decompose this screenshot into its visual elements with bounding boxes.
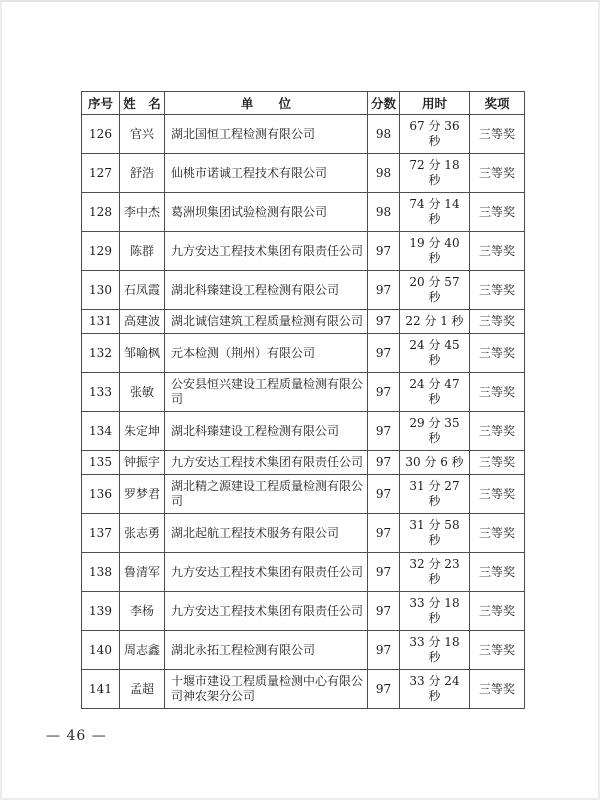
table-row	[82, 193, 525, 232]
cell-award: 三等奖	[470, 115, 525, 154]
cell-serial-number: 129	[82, 232, 120, 271]
cell-award: 三等奖	[470, 232, 525, 271]
cell-score: 97	[368, 670, 400, 709]
cell-name: 李杨	[120, 592, 165, 631]
cell-unit: 九方安达工程技术集团有限责任公司	[165, 592, 368, 631]
cell-score: 98	[368, 193, 400, 232]
cell-score: 97	[368, 271, 400, 310]
cell-score: 97	[368, 514, 400, 553]
cell-time-used: 20 分 57 秒	[400, 271, 470, 310]
cell-time-used: 24 分 45 秒	[400, 334, 470, 373]
cell-award: 三等奖	[470, 271, 525, 310]
cell-unit: 湖北国恒工程检测有限公司	[165, 115, 368, 154]
cell-unit: 元本检测（荆州）有限公司	[165, 334, 368, 373]
cell-name: 陈群	[120, 232, 165, 271]
cell-serial-number: 132	[82, 334, 120, 373]
cell-award: 三等奖	[470, 154, 525, 193]
cell-name: 石凤霞	[120, 271, 165, 310]
cell-unit: 仙桃市诺诚工程技术有限公司	[165, 154, 368, 193]
cell-serial-number: 141	[82, 670, 120, 709]
cell-unit: 湖北科臻建设工程检测有限公司	[165, 271, 368, 310]
header-serial-number: 序号	[82, 92, 120, 115]
cell-score: 97	[368, 475, 400, 514]
cell-name: 官兴	[120, 115, 165, 154]
table-row	[82, 514, 525, 553]
table-row	[82, 154, 525, 193]
table-row	[82, 475, 525, 514]
table-row	[82, 451, 525, 475]
header-name: 姓 名	[120, 92, 165, 115]
cell-time-used: 33 分 18 秒	[400, 592, 470, 631]
table-row	[82, 412, 525, 451]
cell-score: 97	[368, 553, 400, 592]
cell-time-used: 67 分 36 秒	[400, 115, 470, 154]
table-body	[82, 115, 525, 709]
cell-award: 三等奖	[470, 670, 525, 709]
table-row	[82, 631, 525, 670]
cell-serial-number: 140	[82, 631, 120, 670]
cell-unit: 十堰市建设工程质量检测中心有限公司神农架分公司	[165, 670, 368, 709]
table-row	[82, 310, 525, 334]
cell-name: 张敏	[120, 373, 165, 412]
cell-award: 三等奖	[470, 373, 525, 412]
cell-time-used: 32 分 23 秒	[400, 553, 470, 592]
cell-score: 97	[368, 631, 400, 670]
cell-name: 舒浩	[120, 154, 165, 193]
cell-serial-number: 130	[82, 271, 120, 310]
table-header	[82, 92, 525, 115]
cell-award: 三等奖	[470, 553, 525, 592]
cell-time-used: 33 分 24 秒	[400, 670, 470, 709]
table-header-row	[82, 92, 525, 115]
cell-unit: 九方安达工程技术集团有限责任公司	[165, 451, 368, 475]
cell-award: 三等奖	[470, 631, 525, 670]
cell-award: 三等奖	[470, 334, 525, 373]
cell-serial-number: 131	[82, 310, 120, 334]
header-award: 奖项	[470, 92, 525, 115]
cell-name: 张志勇	[120, 514, 165, 553]
header-time-used: 用时	[400, 92, 470, 115]
cell-score: 97	[368, 334, 400, 373]
cell-award: 三等奖	[470, 592, 525, 631]
table-row	[82, 271, 525, 310]
cell-unit: 葛洲坝集团试验检测有限公司	[165, 193, 368, 232]
cell-score: 97	[368, 310, 400, 334]
table-row	[82, 232, 525, 271]
cell-time-used: 30 分 6 秒	[400, 451, 470, 475]
cell-serial-number: 139	[82, 592, 120, 631]
cell-serial-number: 128	[82, 193, 120, 232]
cell-serial-number: 133	[82, 373, 120, 412]
cell-award: 三等奖	[470, 193, 525, 232]
cell-serial-number: 138	[82, 553, 120, 592]
cell-name: 鲁清军	[120, 553, 165, 592]
table-row	[82, 115, 525, 154]
cell-name: 邹喻枫	[120, 334, 165, 373]
cell-unit: 湖北精之源建设工程质量检测有限公司	[165, 475, 368, 514]
cell-unit: 九方安达工程技术集团有限责任公司	[165, 553, 368, 592]
table-row	[82, 334, 525, 373]
table-row	[82, 592, 525, 631]
cell-time-used: 31 分 27 秒	[400, 475, 470, 514]
cell-unit: 九方安达工程技术集团有限责任公司	[165, 232, 368, 271]
cell-serial-number: 135	[82, 451, 120, 475]
table-row	[82, 670, 525, 709]
header-score: 分数	[368, 92, 400, 115]
cell-award: 三等奖	[470, 514, 525, 553]
cell-time-used: 31 分 58 秒	[400, 514, 470, 553]
cell-unit: 湖北诚信建筑工程质量检测有限公司	[165, 310, 368, 334]
cell-time-used: 72 分 18 秒	[400, 154, 470, 193]
cell-score: 97	[368, 373, 400, 412]
cell-unit: 湖北起航工程技术服务有限公司	[165, 514, 368, 553]
page-number: — 46 —	[46, 728, 107, 744]
award-results-table	[81, 91, 525, 709]
cell-name: 李中杰	[120, 193, 165, 232]
cell-serial-number: 127	[82, 154, 120, 193]
cell-award: 三等奖	[470, 475, 525, 514]
cell-time-used: 24 分 47 秒	[400, 373, 470, 412]
cell-name: 钟振宇	[120, 451, 165, 475]
cell-score: 98	[368, 115, 400, 154]
cell-name: 周志鑫	[120, 631, 165, 670]
cell-award: 三等奖	[470, 310, 525, 334]
cell-name: 高建波	[120, 310, 165, 334]
table-row	[82, 373, 525, 412]
cell-time-used: 29 分 35 秒	[400, 412, 470, 451]
cell-score: 97	[368, 592, 400, 631]
cell-time-used: 19 分 40 秒	[400, 232, 470, 271]
cell-score: 97	[368, 451, 400, 475]
cell-score: 97	[368, 412, 400, 451]
cell-time-used: 33 分 18 秒	[400, 631, 470, 670]
table-row	[82, 553, 525, 592]
cell-time-used: 74 分 14 秒	[400, 193, 470, 232]
cell-serial-number: 134	[82, 412, 120, 451]
cell-unit: 湖北科臻建设工程检测有限公司	[165, 412, 368, 451]
cell-time-used: 22 分 1 秒	[400, 310, 470, 334]
cell-award: 三等奖	[470, 412, 525, 451]
header-unit: 单 位	[165, 92, 368, 115]
cell-name: 孟超	[120, 670, 165, 709]
cell-serial-number: 126	[82, 115, 120, 154]
cell-unit: 湖北永拓工程检测有限公司	[165, 631, 368, 670]
cell-name: 罗梦君	[120, 475, 165, 514]
cell-name: 朱定坤	[120, 412, 165, 451]
cell-serial-number: 136	[82, 475, 120, 514]
cell-unit: 公安县恒兴建设工程质量检测有限公司	[165, 373, 368, 412]
cell-score: 97	[368, 232, 400, 271]
cell-serial-number: 137	[82, 514, 120, 553]
cell-award: 三等奖	[470, 451, 525, 475]
cell-score: 98	[368, 154, 400, 193]
